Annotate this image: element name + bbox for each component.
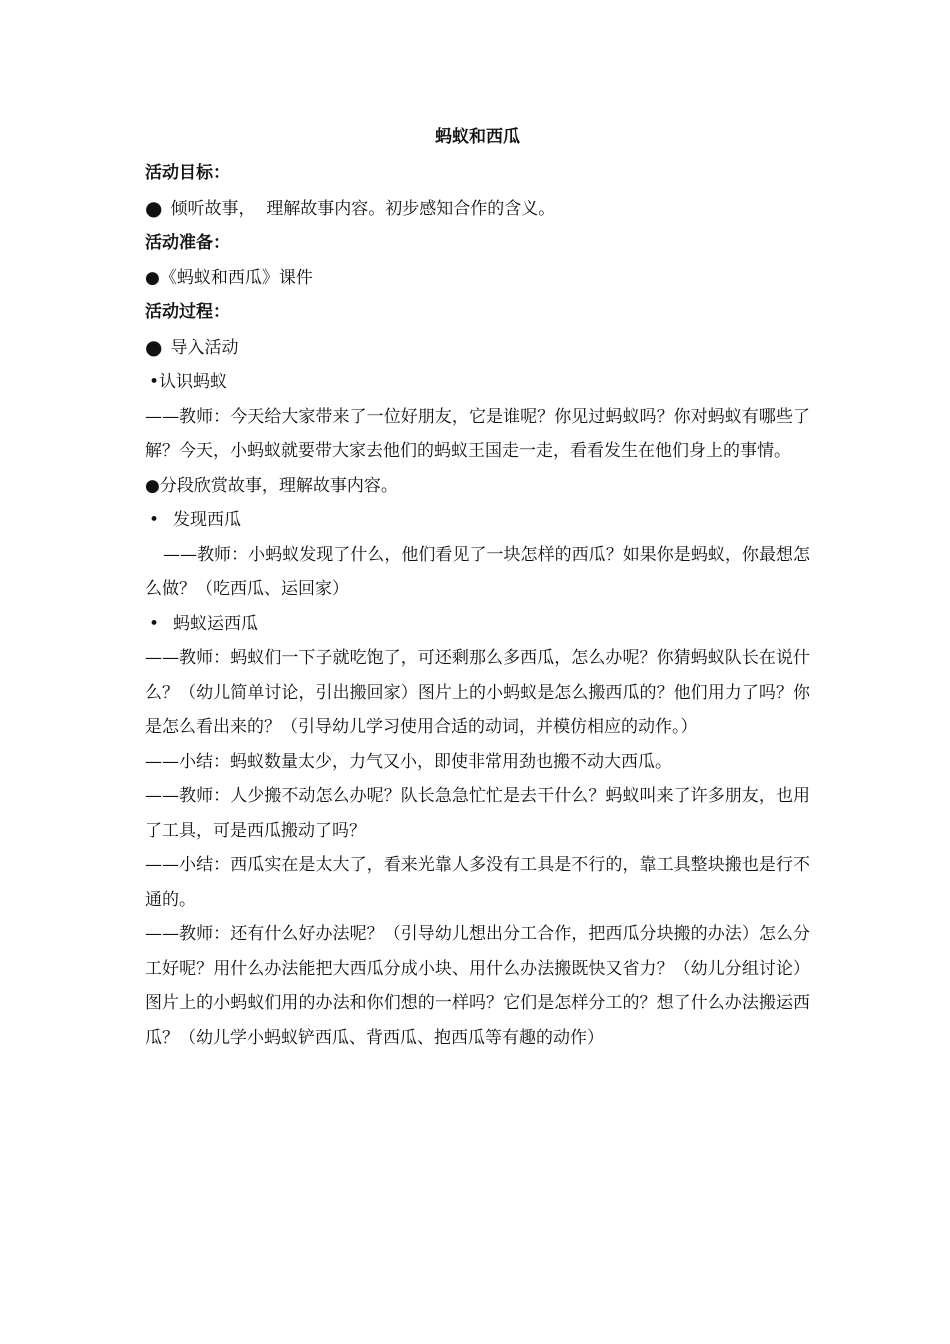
carry-melon-text: 蚂蚁运西瓜 bbox=[173, 613, 259, 634]
carry-melon-item bbox=[145, 607, 810, 642]
teacher-paragraph-1: ——教师：今天给大家带来了一位好朋友，它是谁呢？你见过蚂蚁吗？你对蚂蚁有哪些了解？今天，小蚂蚁就要带大家去他们的蚂蚁王国走一走，看看发生在他们身上的事情。 bbox=[145, 406, 810, 461]
intro-paragraph bbox=[145, 330, 810, 366]
summary-paragraph-1: ——小结：蚂蚁数量太少，力气又小，即使非常用劲也搬不动大西瓜。 bbox=[145, 751, 672, 772]
find-melon-item bbox=[145, 503, 810, 538]
dot-bullet-icon: • bbox=[149, 510, 160, 530]
bullet-icon: ● bbox=[145, 195, 163, 220]
document-title: 蚂蚁和西瓜 bbox=[435, 127, 520, 147]
know-ants-item: •认识蚂蚁 bbox=[149, 372, 228, 392]
goal-heading: 活动目标： bbox=[145, 163, 230, 183]
prep-heading: 活动准备： bbox=[145, 233, 230, 253]
teacher-paragraph-4: ——教师：人少搬不动怎么办呢？队长急急忙忙是去干什么？蚂蚁叫来了许多朋友，也用了工具，可是西瓜搬动了吗？ bbox=[145, 786, 810, 841]
summary-paragraph-2: ——小结：西瓜实在是太大了，看来光靠人多没有工具是不行的，靠工具整块搬也是行不通的。 bbox=[145, 855, 810, 910]
teacher-paragraph-5: ——教师：还有什么好办法呢？（引导幼儿想出分工合作，把西瓜分块搬的办法）怎么分工好呢？用什么办法能把大西瓜分成小块、用什么办法搬既快又省力？（幼儿分组讨论）图片上的小蚂蚁们用的办法和你们想的一样吗？它们是怎样分工的？想了什么办法搬运西瓜？（幼儿学小蚂蚁铲西瓜、背西瓜、抱西瓜等有趣的动作） bbox=[145, 924, 810, 1048]
intro-text: 导入活动 bbox=[170, 337, 239, 358]
goal-text: 倾听故事， 理解故事内容。初步感知合作的含义。 bbox=[170, 198, 556, 219]
goal-paragraph bbox=[145, 191, 810, 227]
find-melon-text: 发现西瓜 bbox=[173, 510, 242, 530]
bullet-icon: ● bbox=[145, 334, 163, 359]
prep-text: ●《蚂蚁和西瓜》课件 bbox=[145, 267, 313, 288]
dot-bullet-icon: • bbox=[149, 613, 160, 634]
segment-paragraph: ●分段欣赏故事，理解故事内容。 bbox=[145, 475, 398, 496]
document-body bbox=[145, 124, 810, 1055]
process-heading: 活动过程： bbox=[145, 302, 230, 322]
teacher-paragraph-2: ——教师：小蚂蚁发现了什么，他们看见了一块怎样的西瓜？如果你是蚂蚁，你最想怎么做？（吃西瓜、运回家） bbox=[145, 544, 810, 599]
teacher-paragraph-3: ——教师：蚂蚁们一下子就吃饱了，可还剩那么多西瓜，怎么办呢？你猜蚂蚁队长在说什么？（幼儿简单讨论，引出搬回家）图片上的小蚂蚁是怎么搬西瓜的？他们用力了吗？你是怎么看出来的？（引导幼儿学习使用合适的动词，并模仿相应的动作。） bbox=[145, 648, 810, 737]
